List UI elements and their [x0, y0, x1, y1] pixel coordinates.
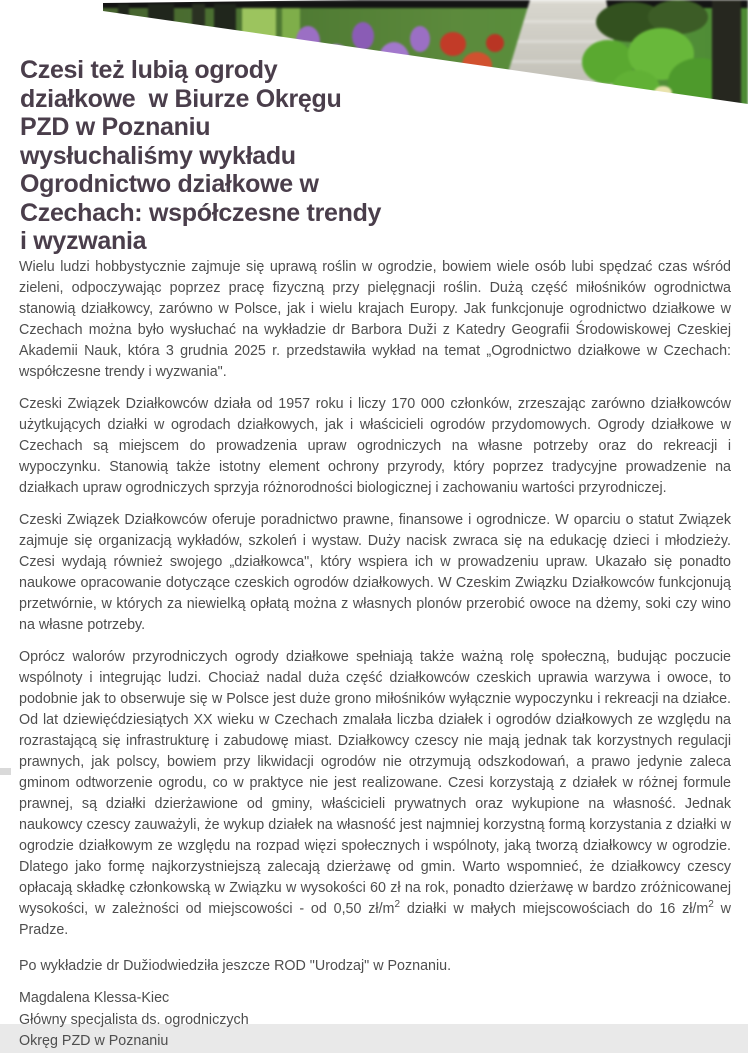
title-line: Czesi też lubią ogrody — [20, 56, 278, 84]
paragraph-union-facts: Czeski Związek Działkowców działa od 1957 roku i liczy 170 000 członków, zrzeszając zarówno działkowców użytkujących działki w ogrodach działkowych, jak i właścicieli ogrodów przydomowych. Ogrody działkowe w Czechach są miejscem do prowadzenia upraw ogrodniczych na własne potrzeby oraz do rekreacji i wypoczynku. Stanowią także istotny element ochrony przyrody, który poprzez tradycyjne prowadzenie na działkach upraw ogrodniczych sprzyja różnorodności biologicznej i zachowaniu wartości przyrodniczej. — [19, 396, 731, 496]
photo-iris-flower — [296, 26, 320, 56]
title-line: PZD w Poznaniu — [20, 113, 211, 141]
scrollbar-artifact — [0, 768, 11, 775]
paragraph-social-role — [19, 647, 731, 941]
paragraph-intro: Wielu ludzi hobbystycznie zajmuje się uprawą roślin w ogrodzie, bowiem wiele osób lubi spędzać czas wśród zieleni, odpoczywając poprzez pracę fizyczną przy pielęgnacji roślin. Dużą część miłośników ogrodnictwa stanowią działkowcy, zarówno w Polsce, jak i wielu krajach Europy. Jak funkcjonuje ogrodnictwo działkowe w Czechach można było wysłuchać na wykładzie dr Barbora Duži z Katedry Geografii Środowiskowej Czeskiej Akademii Nauk, która 3 grudnia 2025 r. przedstawiła wykład na temat „Ogrodnictwo działkowe w Czechach: współczesne trendy i wyzwania". — [19, 259, 731, 380]
photo-pale-flower — [654, 86, 672, 100]
paragraph-text: Oprócz walorów przyrodniczych ogrody działkowe spełniają także ważną rolę społeczną, budując poczucie wspólnoty i integrując ludzi. Chociaż nadal duża część działkowców czeskich uprawia warzywa i owoce, to podobnie jak to obserwuje się w Polsce jest duże grono miłośników wyłącznie wypoczynku i rekreacji na działce. Od lat dziewięćdziesiątych XX wieku w Czechach zmalała liczba działek i ogrodów działkowych ze względu na rozrastającą się infrastrukturę i zabudowę miast. Działkowcy czescy nie mają jednak tak korzystnych regulacji prawnych, jak polscy, bowiem przy likwidacji ogrodów nie otrzymują odszkodowań, a prawo jedynie zaleca gminom odtworzenie ogrodu, co w praktyce nie jest realizowane. Czesi korzystają z działek w różnej formule prawnej, są działki dzierżawione od gminy, właścicieli prywatnych oraz wykupione na własność. Jednak naukowcy czescy zauważyli, że wykup działek na własność jest najmniej korzystną formą korzystania z działki w ogrodzie działkowym ze względu na rozpad więzi społecznych i wspólnoty, jaką tworzą działkowcy w ogrodzie. Dlatego jako formę najkorzystniejszą zalecają dzierżawę od gmin. Warto wspomnieć, że działkowcy czescy opłacają składkę członkowską w Związku w wysokości 60 zł na rok, ponadto dzierżawę w bardzo zróżnicowanej wysokości, w zależności od miejscowości - od 0,50 zł/m — [19, 649, 731, 917]
photo-red-flower — [486, 34, 504, 52]
photo-iris-flower — [352, 22, 374, 50]
title-line: Czechach: współczesne trendy — [20, 198, 382, 227]
signature-name: Magdalena Klessa-Kiec — [19, 990, 170, 1006]
paragraph-union-services: Czeski Związek Działkowców oferuje poradnictwo prawne, finansowe i ogrodnicze. W oparciu o statut Związek zajmuje się organizacją wykładów, szkoleń i wystaw. Duży nacisk zwraca się na edukację dzieci i młodzieży. Czesi wydają również swojego „działkowca", który wspiera ich w prowadzeniu upraw. Ukazało się ponadto naukowe opracowanie dotyczące czeskich ogrodów działkowych. W Czeskim Związku Działkowców funkcjonują przetwórnie, w których za niewielką opłatą można z własnych plonów przerobić owoce na dżemy, soki czy wino na własne potrzeby. — [19, 512, 731, 633]
title-line: działkowe w Biurze Okręgu — [20, 84, 342, 113]
photo-corner-post — [712, 0, 741, 106]
signature-role: Główny specjalista ds. ogrodniczych — [19, 1011, 249, 1028]
photo-large-leaf — [612, 70, 660, 108]
article-body — [0, 257, 748, 1053]
superscript-2: 2 — [394, 899, 401, 911]
paragraph-text: działki w małych miejscowościach do 16 zł/m — [400, 901, 709, 917]
title-line: wysłuchaliśmy wykładu — [20, 141, 296, 170]
paragraph-text: w Pradze. — [19, 901, 731, 938]
closing-line: Po wykładzie dr Dužiodwiedziła jeszcze ROD "Urodzaj" w Poznaniu. — [19, 958, 452, 974]
title-line: i wyzwania — [20, 227, 147, 255]
signature-org: Okręg PZD w Poznaniu — [19, 1033, 169, 1049]
title-line: Ogrodnictwo działkowe w — [20, 170, 319, 198]
page-title — [20, 56, 500, 256]
photo-red-flower — [440, 32, 466, 56]
superscript-2: 2 — [708, 899, 714, 911]
photo-iris-flower — [410, 26, 430, 52]
